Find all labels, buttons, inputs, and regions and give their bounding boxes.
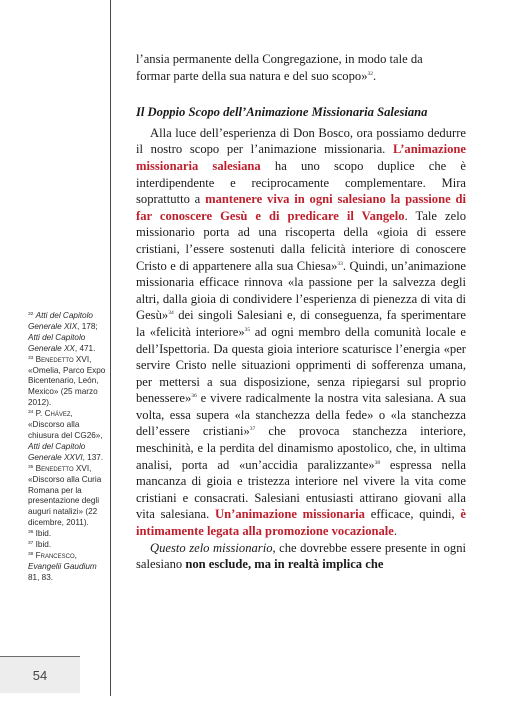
- highlight-text: mantenere viva in ogni salesiano la passione di far conoscere Gesù e di predicare il Vangelo: [136, 192, 466, 223]
- footnote-36: $^{36}$ Ibid.: [28, 529, 52, 539]
- opening-paragraph: l’ansia permanente della Congregazione, in modo tale da formar parte della sua natura e del suo scopo»$^{32}$.: [136, 52, 423, 83]
- footnote-35: $^{35}$ Benedetto XVI, «Discorso alla Curia Romana per la presentazione degli auguri natalizi» (22 dicembre, 2011).: [28, 463, 102, 528]
- paragraph-1: Alla luce dell’esperienza di Don Bosco, ora possiamo dedurre il nostro scopo per l’animazione missionaria. L’animazione missionaria salesiana ha uno scopo duplice che è interdipendente e reciprocamente complementare. Mira soprattutto a mantenere viva in ogni salesiano la passione di far conoscere Gesù e di predicare il Vangelo. Tale zelo missionario porta ad una riscoperta della «gioia di essere cristiani, l’essere sostenuti dalla felicità interiore di conoscere Cristo e di appartenere alla sua Chiesa»$^{33}$. Quindi, un’animazione missionaria efficace rinnova «la passione per la salvezza degli altri, dalla gioia di condividere l’esperienza di pienezza di vita di Gesù»$^{34}$ dei singoli Salesiani e, di conseguenza, fa sperimentare la «felicità interiore»$^{35}$ ad ogni membro della comunità locale e dell’Ispettoria. Da questa gioia interiore scaturisce l’energia «per servire Cristo nelle situazioni opprimenti di sofferenza umana, per mettersi a sua disposizione, senza ripiegarsi sul proprio benessere»$^{36}$ e vivere radicalmente la nostra vita salesiana. A sua volta, essa supera «la stanchezza della fede» o «la stanchezza dell’essere cristiani»$^{37}$ che provoca stanchezza interiore, meschinità, e la perdita del dinamismo apostolico, che, in ultima analisi, porta ad «un’accidia paralizzante»$^{38}$ espressa nella mancanza di gioia e tristezza interiore nel vivere la vita come cristiani e consacrati. Salesiani entusiasti attirano giovani alla vita salesiana. Un’animazione missionaria efficace, quindi, è intimamente legata alla promozione vocazionale.: [136, 125, 467, 539]
- main-text-column: [136, 51, 466, 573]
- paragraph-2: Questo zelo missionario, che dovrebbe essere presente in ogni salesiano non esclude, ma in realtà implica che: [136, 540, 467, 572]
- footnote-ref: 33: [337, 260, 343, 267]
- highlight-text: è intimamente legata alla promozione vocazionale: [136, 507, 466, 539]
- footnote-ref: 32: [367, 70, 373, 77]
- highlight-text: Un’animazione missionaria: [215, 507, 365, 522]
- section-heading: Il Doppio Scopo dell’Animazione Missionaria Salesiana: [136, 105, 428, 120]
- footnote-37: $^{37}$ Ibid.: [28, 540, 52, 550]
- footnote-38: $^{38}$ Francesco, Evangelii Gaudium 81, 83.: [28, 550, 97, 582]
- page-number-box: [0, 656, 80, 693]
- margin-rule: [110, 0, 111, 696]
- footnotes-column: [28, 311, 106, 584]
- footnote-ref: 36: [191, 393, 197, 400]
- footnote-33: $^{33}$ Benedetto XVI, «Omelia, Parco Expo Bicentenario, León, Mexico» (25 marzo 2012).: [28, 354, 106, 408]
- page-number: 54: [32, 667, 48, 683]
- bold-text: non esclude, ma in realtà implica che: [185, 557, 384, 572]
- footnote-34: $^{34}$ P. Chávez, «Discorso alla chiusura del CG26», Atti del Capitolo Generale XXVI, 137.: [28, 409, 104, 462]
- footnote-ref: 37: [249, 426, 256, 433]
- footnote-ref: 38: [374, 459, 381, 466]
- footnote-32: $^{32}$ Atti del Capitolo Generale XIX, 178; Atti del Capitolo Generale XX, 471.: [28, 311, 98, 353]
- footnote-ref: 35: [244, 326, 251, 333]
- footnote-ref: 34: [168, 310, 174, 317]
- highlight-text: L’animazione missionaria salesiana: [136, 142, 466, 173]
